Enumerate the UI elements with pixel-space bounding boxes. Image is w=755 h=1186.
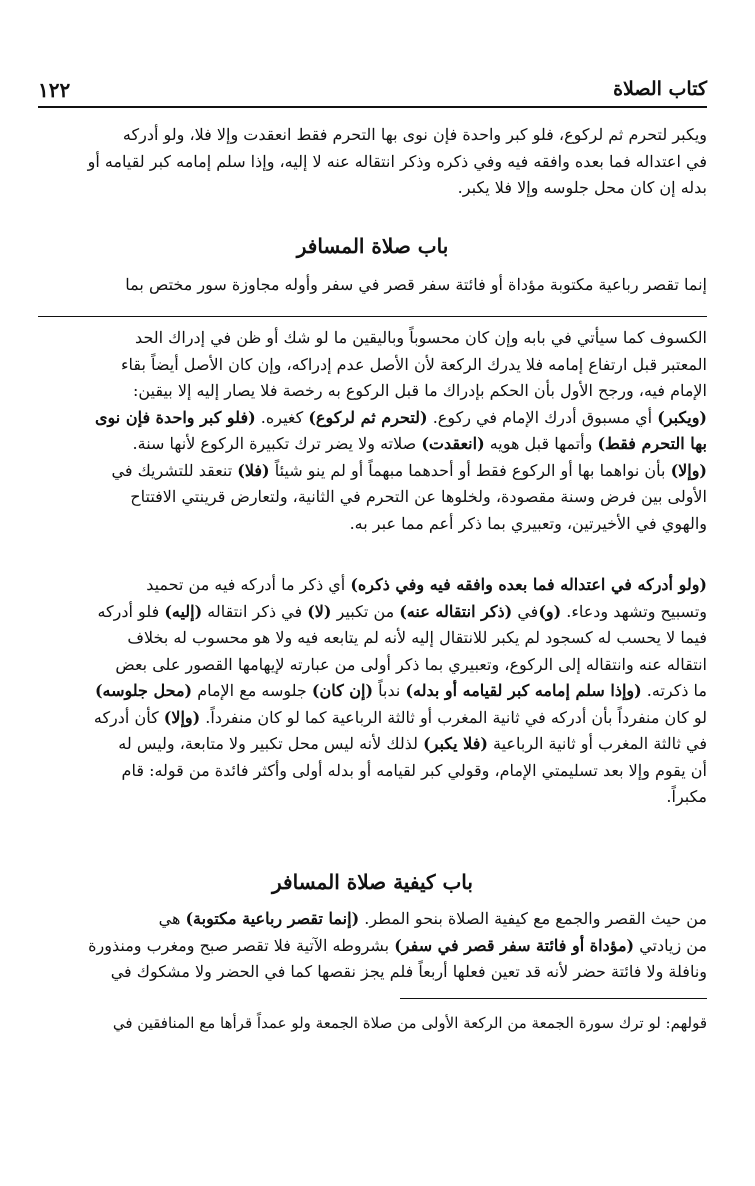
matn-line: ويكبر لتحرم ثم لركوع، فلو كبر واحدة فإن نوى بها التحرم فقط انعقدت وإلا فلا، ولو أدركه (122, 125, 707, 144)
sharh-text: ما ذكرته. (641, 681, 707, 700)
sharh-text: بشروطه الآتية فلا تقصر صبح ومغرب ومنذورة (88, 935, 395, 955)
section-heading: باب كيفية صلاة المسافر (272, 870, 473, 894)
sharh-line: مكبراً. (666, 787, 707, 806)
sharh-line (38, 906, 707, 933)
sharh-text: بأن نواهما بها أو الركوع فقط أو أحدهما مبهماً أو لم ينو شيئاً (269, 460, 671, 480)
sharh-line (38, 599, 707, 626)
sharh-text: في ذكر انتقاله (202, 601, 308, 621)
matn-quote: بها التحرم فقط) (597, 434, 707, 453)
sharh-text: ندباً (373, 681, 406, 700)
sharh-text: لو كان منفرداً بأن أدركه في ثانية المغرب أو ثالثة الرباعية كما لو كان منفرداً. (200, 707, 707, 727)
sharh-line (38, 458, 707, 485)
sharh-line (38, 405, 707, 432)
section-heading: باب صلاة المسافر (296, 234, 449, 258)
sharh-line (38, 431, 707, 458)
matn-quote: (ويكبر) (657, 407, 707, 427)
sharh-line (38, 933, 707, 960)
matn-quote: (فلو كبر واحدة فإن نوى (95, 407, 256, 427)
sharh-line (38, 678, 707, 705)
matn-quote: (فلا) (237, 460, 270, 480)
sharh-text: جلوسه مع الإمام (192, 681, 312, 700)
sharh-text: من تكبير (331, 601, 400, 621)
sharh-paragraph-1 (38, 325, 707, 537)
matn-quote: (مؤداة أو فائتة سفر قصر في سفر) (394, 935, 635, 955)
sharh-line: والهوي في الأخيرتين، وتعبيري بما ذكر أعم مما عبر به. (349, 513, 707, 533)
sharh-paragraph-2 (38, 572, 707, 811)
sharh-text: لذلك لأنه ليس محل تكبير ولا متابعة، وليس له (118, 734, 424, 753)
sharh-line: ونافلة ولا فائتة حضر لأنه قد تعين فعلها أربعاً فلم يجز نقصها كما في الحضر ولا مشكوك في (110, 962, 707, 981)
matn-line: بدله إن كان محل جلوسه وإلا فلا يكبر. (457, 178, 707, 197)
matn-quote: (لتحرم ثم لركوع) (308, 407, 428, 427)
footnote (38, 1010, 707, 1037)
sharh-text: فلو أدركه (97, 601, 165, 621)
matn-sharh-divider (38, 316, 707, 317)
sharh-line: انتقاله عنه وانتقاله إلى الركوع، وتعبيري بما ذكر أولى من عبارته لإيهامها القصور على بعض (115, 654, 707, 674)
sharh-line: الإمام فيه، ورجح الأول بأن الحكم بإدراك ما قبل الركوع به رخصة فلا يصار إليه إلا بيقين: (132, 381, 707, 400)
sharh-line: الأولى بين فرض وسنة مقصودة، ولخلوها عن التحرم في الثانية، ولتعارض قرينتي الافتتاح (130, 487, 707, 506)
matn-line: إنما تقصر رباعية مكتوبة مؤداة أو فائتة سفر قصر في سفر وأوله مجاوزة سور مختص بما (125, 275, 707, 294)
running-title: كتاب الصلاة (613, 78, 707, 100)
matn-quote: (و) (538, 601, 562, 621)
matn-quote: (إليه) (164, 601, 203, 621)
footnote-line: قولهم: لو ترك سورة الجمعة من الركعة الأولى من صلاة الجمعة ولو عمداً قرأها مع المنافقين في (112, 1014, 707, 1032)
footnote-divider (400, 998, 707, 999)
sharh-text: تنعقد للتشريك في (111, 460, 238, 480)
matn-quote: (لا) (307, 601, 332, 621)
sharh-line: الكسوف كما سيأتي في بابه وإن كان محسوباً وباليقين ما لو شك أو ظن في إدراك الحد (135, 328, 707, 347)
sharh-paragraph-3 (38, 906, 707, 986)
sharh-text: وأتمها قبل هويه (484, 434, 598, 453)
matn-quote: (وإلا) (163, 707, 201, 727)
matn-quote: (إنما تقصر رباعية مكتوبة) (185, 909, 360, 928)
matn-line: في اعتداله فما بعده وافقه فيه وفي ذكره وذكر انتقاله عنه لا إليه، وإذا سلم إمامه كبر لقيامه أو (87, 151, 707, 171)
matn-top (38, 122, 707, 202)
sharh-text: كأن أدركه (93, 707, 164, 727)
sharh-text: من زيادتي (634, 935, 707, 955)
sharh-text: في ثالثة المغرب أو ثانية الرباعية (487, 734, 707, 753)
matn-quote: (وإلا) (670, 460, 707, 480)
matn-quote: (انعقدت) (421, 434, 485, 453)
sharh-text: أي مسبوق أدرك الإمام في ركوع. (427, 407, 658, 427)
page-header (38, 78, 707, 108)
matn-quote: (فلا يكبر) (423, 734, 488, 753)
sharh-text: وتسبيح وتشهد ودعاء. (561, 601, 707, 621)
matn-quote: (ذكر انتقاله عنه) (399, 601, 513, 621)
sharh-text: أي ذكر ما أدركه فيه من تحميد (146, 575, 351, 594)
sharh-text: صلاته ولا يضر ترك تكبيرة الركوع لأنها سنة. (132, 434, 422, 453)
matn-quote: (وإذا سلم إمامه كبر لقيامه أو بدله) (405, 681, 642, 700)
sharh-line: أن يقوم وإلا بعد تسليمتي الإمام، وقولي كبر لقيامه أو بدله أولى وأكثر فائدة من قوله: قام (121, 760, 707, 780)
sharh-line (38, 731, 707, 758)
sharh-line: فيما لا يحسب له كسجود لم يكبر للانتقال إليه لأنه لم يتابعه فيه ولا هو محسوب له بخلاف (127, 628, 707, 647)
sharh-line (38, 572, 707, 599)
sharh-line: المعتبر قبل ارتفاع إمامه فلا يدرك الركعة لأن الأصل عدم إدراكه، وإن كان الأصل أيضاً بقاء (121, 354, 707, 374)
sharh-text: كغيره. (255, 407, 309, 427)
sharh-text: هي (158, 909, 186, 928)
matn-quote: (ولو أدركه في اعتداله فما بعده وافقه فيه وفي ذكره) (350, 575, 707, 594)
matn-quote: (إن كان) (311, 681, 374, 700)
section-matn (38, 272, 707, 299)
matn-quote: (محل جلوسه) (94, 681, 193, 700)
sharh-text: في (512, 601, 539, 621)
sharh-text: من حيث القصر والجمع مع كيفية الصلاة بنحو المطر. (359, 909, 707, 928)
page-number: ١٢٢ (38, 78, 71, 102)
sharh-line (38, 705, 707, 732)
